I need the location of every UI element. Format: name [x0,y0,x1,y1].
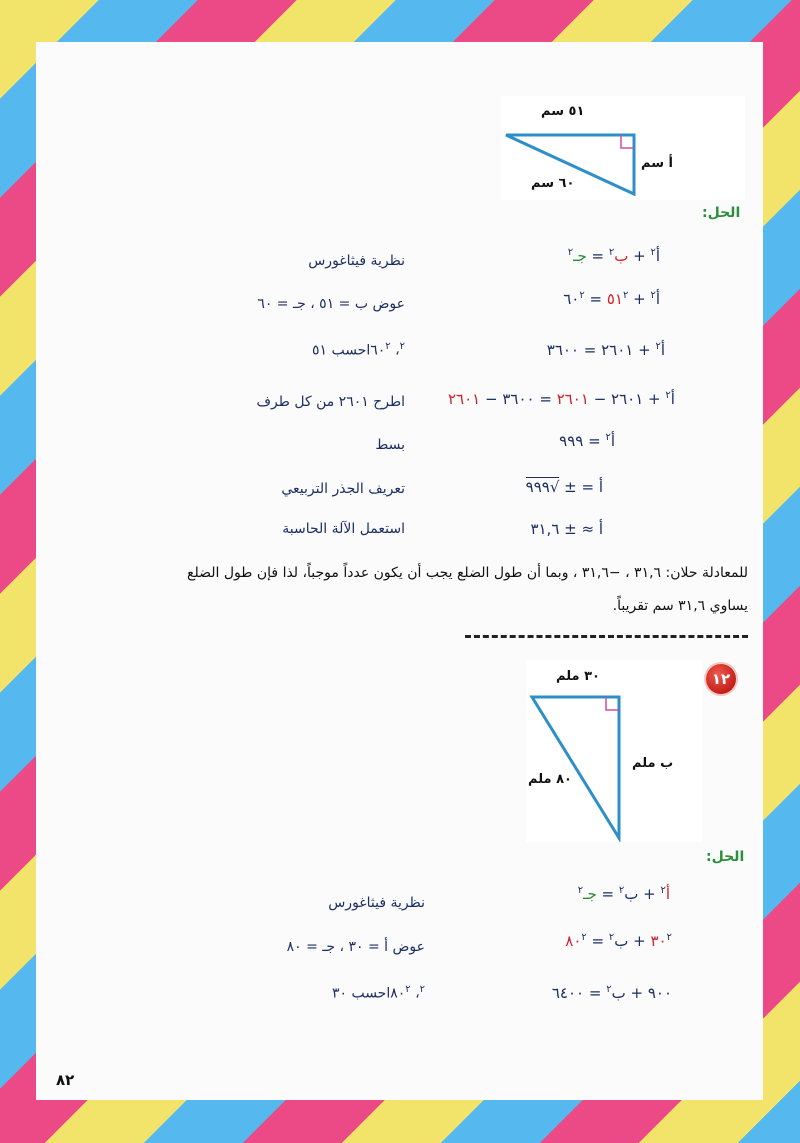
triangle-12-diagram [526,660,702,842]
problem-12-badge: ١٢ [706,664,736,694]
page-number: ٨٢ [56,1071,75,1089]
right-triangle-12 [526,660,702,842]
triangle-12-hyp-label: ٨٠ ملم [528,772,572,787]
reason-11-1: نظرية فيثاغورس [308,253,405,269]
equation-11-7: أ ≈ ± ٣١,٦ [530,520,603,538]
equation-12-1: أ$^٢$ + ب$^٢$ = جـ$^٢$ [577,885,670,903]
reason-12-3: احسب ٣٠ $^٢$، $٨٠^٢$ [331,984,425,1002]
conclusion-line-2: يساوي ٣١,٦ سم تقريباً. [612,598,748,614]
reason-11-6: تعريف الجذر التربيعي [281,481,405,497]
equation-11-1: أ$^٢$ + ب$^٢$ = جـ$^٢$ [567,247,660,265]
reason-11-4: اطرح ٢٦٠١ من كل طرف [256,394,405,410]
reason-12-2: عوض أ = ٣٠ ، جـ = ٨٠ [286,939,425,955]
reason-12-1: نظرية فيثاغورس [328,895,425,911]
equation-11-3: أ$^٢$ + ٢٦٠١ = ٣٦٠٠ [546,341,665,359]
equation-11-4: أ$^٢$ + ٢٦٠١ − ٢٦٠١ = ٣٦٠٠ − ٢٦٠١ [448,390,675,408]
equation-11-2: أ$^٢$ + $٥١^٢$ = $٦٠^٢$ [563,290,660,308]
equation-11-5: أ$^٢$ = ٩٩٩ [559,432,615,450]
equation-11-6: أ = ± √٩٩٩ [525,478,603,496]
conclusion-line-1: للمعادلة حلان: ٣١,٦ ، −٣١,٦ ، وبما أن طول الضلع يجب أن يكون عدداً موجباً، لذا فإن طول الضلع [187,565,748,581]
triangle-11-top-label: ٥١ سم [541,104,585,119]
triangle-11-diagram [501,96,745,200]
equation-12-3: ٩٠٠ + ب$^٢$ = ٦٤٠٠ [551,984,672,1002]
equation-12-2: $٣٠^٢$ + ب$^٢$ = $٨٠^٢$ [565,932,672,950]
triangle-11-hyp-label: ٦٠ سم [531,176,575,191]
triangle-12-top-label: ٣٠ ملم [556,669,600,684]
reason-11-5: بسط [375,437,405,453]
section-divider [465,635,748,638]
reason-11-7: استعمل الآلة الحاسبة [282,521,405,537]
reason-11-3: احسب ٥١ $^٢$، $٦٠^٢$ [311,341,405,359]
solution-label-11: الحل: [702,205,741,221]
solution-label-12: الحل: [706,849,745,865]
triangle-11-right-label: أ سم [641,156,673,171]
reason-11-2: عوض ب = ٥١ ، جـ = ٦٠ [257,296,405,312]
triangle-12-right-label: ب ملم [632,756,674,771]
